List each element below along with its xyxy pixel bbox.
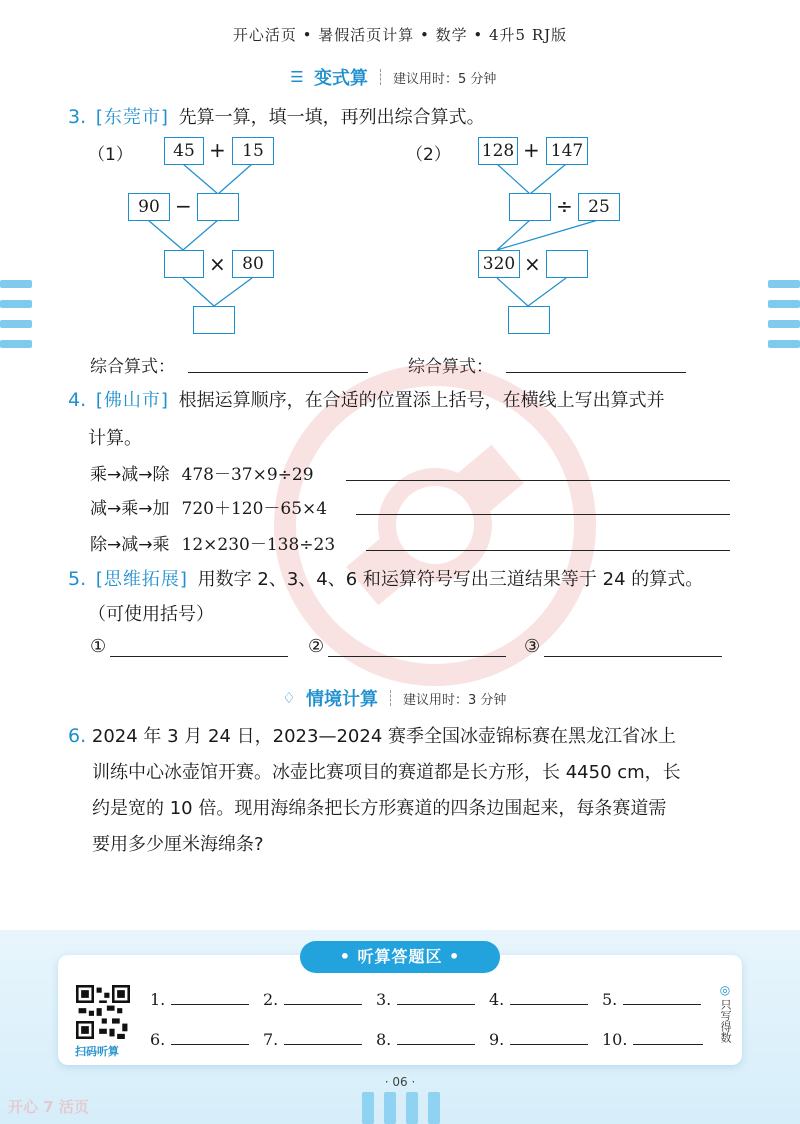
expression: 478－37×9÷29 (181, 465, 314, 485)
value-box: 128 (478, 137, 518, 165)
mark-1: ① (90, 636, 107, 657)
item-number: 6. (150, 1030, 166, 1049)
operator-times: × (209, 252, 226, 276)
item-number: 3. (376, 990, 392, 1009)
source-tag: [思维拓展] (95, 569, 188, 590)
right-side-bars (768, 280, 800, 348)
answer-box[interactable] (546, 250, 588, 278)
value-box: 90 (128, 193, 170, 221)
section-name: 情境计算 (306, 689, 378, 710)
question-6-line: 要用多少厘米海绵条? (92, 834, 264, 855)
question-6-line: 训练中心冰壶馆开赛。冰壶比赛项目的赛道都是长方形，长 4450 cm，长 (92, 762, 681, 783)
answer-item[interactable] (150, 1030, 249, 1049)
item-number: 1. (150, 990, 166, 1009)
mark-3: ③ (524, 636, 541, 657)
operator-plus: + (209, 138, 226, 162)
value-box: 80 (232, 250, 274, 278)
question-text: 先算一算，填一填，再列出综合算式。 (178, 107, 485, 128)
section-time: 建议用时：3 分钟 (403, 692, 507, 708)
answer-item[interactable] (263, 1030, 362, 1049)
answer-item[interactable] (376, 990, 475, 1009)
answer-item[interactable] (489, 1030, 588, 1049)
section-name: 变式算 (314, 68, 368, 89)
speaker-icon: ◎ (719, 983, 731, 997)
operation-order: 减→乘→加 (90, 499, 170, 519)
value-box: 320 (478, 250, 520, 278)
tree-lines (0, 0, 800, 360)
answer-note (716, 983, 734, 1043)
part-2-label: （2） (406, 145, 451, 165)
question-5 (68, 565, 703, 591)
item-number: 8. (376, 1030, 392, 1049)
answer-box[interactable] (508, 306, 550, 334)
note-text: 只写得数 (719, 999, 732, 1043)
value-box: 25 (578, 193, 620, 221)
value-box: 15 (232, 137, 274, 165)
calc-row (90, 530, 335, 555)
question-5-cont: （可使用括号） (88, 604, 214, 625)
answer-line[interactable] (346, 480, 730, 481)
bell-icon: ♢ (282, 689, 296, 707)
question-text: 根据运算顺序，在合适的位置添上括号，在横线上写出算式并 (178, 390, 665, 411)
source-tag: [东莞市] (95, 107, 169, 128)
page-number: · 06 · (384, 1075, 416, 1089)
answer-item[interactable] (602, 1030, 703, 1049)
answer-item[interactable] (263, 990, 362, 1009)
item-number: 4. (489, 990, 505, 1009)
section-context-calc (280, 685, 506, 711)
answer-box[interactable] (164, 250, 204, 278)
item-number: 7. (263, 1030, 279, 1049)
answer-item[interactable] (602, 990, 701, 1009)
item-number: 9. (489, 1030, 505, 1049)
qr-label: 扫码听算 (75, 1045, 119, 1058)
part-1-label: （1） (88, 145, 133, 165)
answer-box[interactable] (509, 193, 551, 221)
operator-plus: + (523, 138, 540, 162)
combined-label-1: 综合算式： (90, 357, 175, 377)
answer-area-title: • 听算答题区 • (300, 941, 500, 973)
value-box: 147 (546, 137, 588, 165)
section-time: 建议用时：5 分钟 (393, 71, 497, 87)
page-header: 开心活页 • 暑假活页计算 • 数学 • 4升5 RJ版 (232, 26, 568, 44)
bottom-bars (362, 1092, 440, 1124)
answer-line[interactable] (328, 656, 506, 657)
expression: 720＋120－65×4 (181, 499, 328, 519)
combined-label-2: 综合算式： (408, 357, 493, 377)
answer-box[interactable] (197, 193, 239, 221)
answer-item[interactable] (376, 1030, 475, 1049)
sliders-icon: ☰ (290, 68, 304, 86)
question-number: 3. (68, 106, 87, 128)
expression: 12×230－138÷23 (181, 535, 336, 555)
brand-logo: 开心 7 活页 (8, 1098, 89, 1116)
operation-order: 乘→减→除 (90, 465, 170, 485)
operator-divide: ÷ (556, 194, 573, 218)
item-number: 2. (263, 990, 279, 1009)
operator-times: × (524, 252, 541, 276)
answer-item[interactable] (150, 990, 249, 1009)
answer-box[interactable] (193, 306, 235, 334)
operation-order: 除→减→乘 (90, 535, 170, 555)
question-text: 2024 年 3 月 24 日，2023—2024 赛季全国冰壶锦标赛在黑龙江省冰上 (91, 726, 676, 747)
question-6-line: 约是宽的 10 倍。现用海绵条把长方形赛道的四条边围起来，每条赛道需 (92, 798, 667, 819)
mark-2: ② (308, 636, 325, 657)
divider (390, 690, 391, 706)
item-number: 5. (602, 990, 618, 1009)
calc-row (90, 460, 314, 485)
operator-minus: − (175, 194, 192, 218)
answer-line[interactable] (506, 372, 686, 373)
item-number: 10. (602, 1030, 628, 1049)
question-number: 5. (68, 568, 87, 590)
question-number: 4. (68, 389, 87, 411)
question-number: 6. (68, 725, 87, 747)
source-tag: [佛山市] (95, 390, 169, 411)
question-4 (68, 386, 665, 412)
answer-item[interactable] (489, 990, 588, 1009)
question-4-cont: 计算。 (88, 428, 142, 449)
value-box: 45 (164, 137, 204, 165)
left-side-bars (0, 280, 32, 348)
answer-line[interactable] (188, 372, 368, 373)
question-6 (68, 722, 676, 748)
answer-line[interactable] (544, 656, 722, 657)
qr-code-icon[interactable] (76, 985, 130, 1039)
question-text: 用数字 2、3、4、6 和运算符号写出三道结果等于 24 的算式。 (197, 569, 704, 590)
answer-line[interactable] (356, 514, 730, 515)
calc-row (90, 494, 327, 519)
answer-line[interactable] (366, 550, 730, 551)
answer-line[interactable] (110, 656, 288, 657)
